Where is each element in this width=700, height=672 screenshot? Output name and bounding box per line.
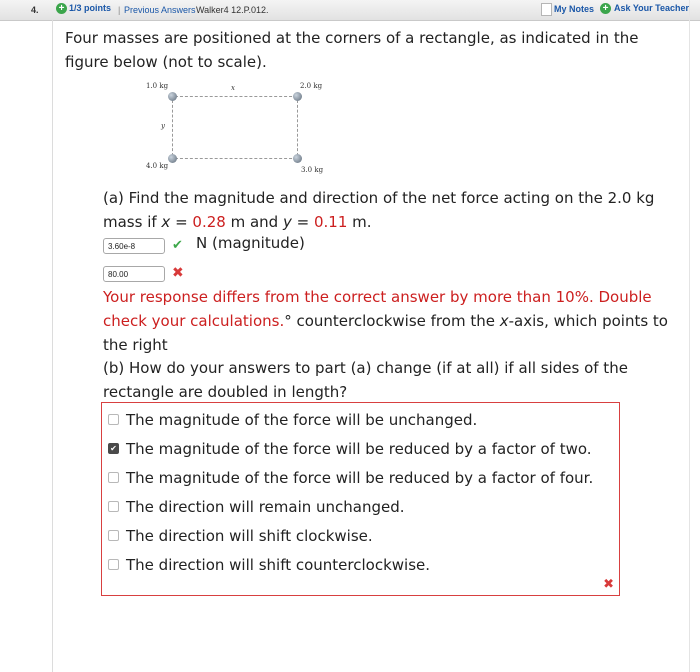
- question-intro: Four masses are positioned at the corners of a rectangle, as indicated in the figure below (not to scale).: [65, 29, 639, 71]
- feedback-tail: ° counterclockwise from the: [284, 312, 500, 330]
- previous-answers-link[interactable]: Previous Answers: [124, 5, 196, 15]
- points-indicator: [56, 3, 111, 14]
- mass-1kg: [168, 92, 177, 101]
- choice-option[interactable]: [108, 410, 477, 430]
- mass-label-bottom-right: 3.0 kg: [301, 166, 324, 174]
- checkbox-checked[interactable]: ✔: [108, 443, 119, 454]
- mass-3kg: [293, 154, 302, 163]
- checkmark-icon: ✔: [172, 238, 183, 253]
- choice-label: The magnitude of the force will be reduced by a factor of four.: [126, 469, 594, 487]
- unit: m.: [347, 213, 372, 231]
- points-label: 1/3 points: [69, 3, 112, 13]
- feedback-x-variable: x: [499, 312, 509, 330]
- question-number: 4.: [31, 5, 39, 15]
- choice-label: The magnitude of the force will be unchanged.: [126, 411, 478, 429]
- checkbox[interactable]: [108, 530, 119, 541]
- choice-option[interactable]: [108, 468, 593, 488]
- error-message: Your response differs from the correct answer by more than 10%. Double check your calculations.: [103, 288, 652, 330]
- incorrect-icon: ✖: [603, 577, 614, 592]
- equals: =: [170, 213, 193, 231]
- ask-teacher-button[interactable]: [600, 3, 689, 14]
- checkbox[interactable]: [108, 414, 119, 425]
- note-icon: [541, 3, 552, 16]
- direction-feedback: [103, 285, 683, 357]
- choice-label: The direction will shift clockwise.: [126, 527, 373, 545]
- plus-circle-icon: +: [56, 3, 67, 14]
- mass-4kg: [168, 154, 177, 163]
- left-divider: [52, 20, 53, 672]
- y-value: 0.11: [313, 213, 348, 231]
- question-header-bar: [0, 0, 700, 21]
- my-notes-label: My Notes: [554, 3, 595, 14]
- choice-option[interactable]: [108, 497, 405, 517]
- choice-option[interactable]: [108, 555, 430, 575]
- my-notes-button[interactable]: [541, 3, 594, 16]
- x-value: 0.28: [192, 213, 226, 231]
- bottom-edge: [175, 158, 297, 159]
- choices-box: [101, 402, 620, 596]
- checkbox[interactable]: [108, 559, 119, 570]
- part-a-mid: m and: [225, 213, 283, 231]
- part-a-prompt: [103, 186, 683, 234]
- left-edge: [172, 100, 173, 156]
- checkbox[interactable]: [108, 472, 119, 483]
- choice-label: The direction will shift counterclockwise.: [126, 556, 431, 574]
- equals: =: [291, 213, 314, 231]
- right-edge: [297, 100, 298, 156]
- magnitude-unit-label: N (magnitude): [196, 234, 305, 252]
- top-edge: [175, 96, 297, 97]
- x-dimension-label: x: [231, 84, 235, 92]
- direction-answer-field[interactable]: 80.00: [103, 266, 165, 282]
- ask-teacher-label: Ask Your Teacher: [614, 3, 690, 13]
- checkbox[interactable]: [108, 501, 119, 512]
- choice-label: The direction will remain unchanged.: [126, 498, 405, 516]
- header-separator: |: [118, 5, 121, 15]
- part-b-prompt: (b) How do your answers to part (a) change (if at all) if all sides of the rectangle are doubled in length?: [103, 359, 628, 401]
- choice-option[interactable]: [108, 526, 373, 546]
- mass-label-top-right: 2.0 kg: [300, 82, 323, 90]
- plus-circle-icon: +: [600, 3, 611, 14]
- feedback-tail-end: -axis, which points to the right: [103, 312, 668, 354]
- right-divider: [689, 0, 690, 672]
- x-variable: x: [161, 213, 171, 231]
- part-a-text: (a) Find the magnitude and direction of the net force acting on the 2.0 kg mass if: [103, 189, 655, 231]
- incorrect-icon: ✖: [172, 265, 184, 281]
- magnitude-answer-field[interactable]: 3.60e-8: [103, 238, 165, 254]
- mass-label-bottom-left: 4.0 kg: [146, 162, 169, 170]
- assignment-id: Walker4 12.P.012.: [196, 5, 269, 15]
- choice-label: The magnitude of the force will be reduced by a factor of two.: [126, 440, 592, 458]
- choice-option[interactable]: [108, 439, 592, 459]
- mass-label-top-left: 1.0 kg: [146, 82, 169, 90]
- y-dimension-label: y: [161, 122, 165, 130]
- y-variable: y: [282, 213, 292, 231]
- mass-2kg: [293, 92, 302, 101]
- rectangle-figure: [140, 80, 340, 180]
